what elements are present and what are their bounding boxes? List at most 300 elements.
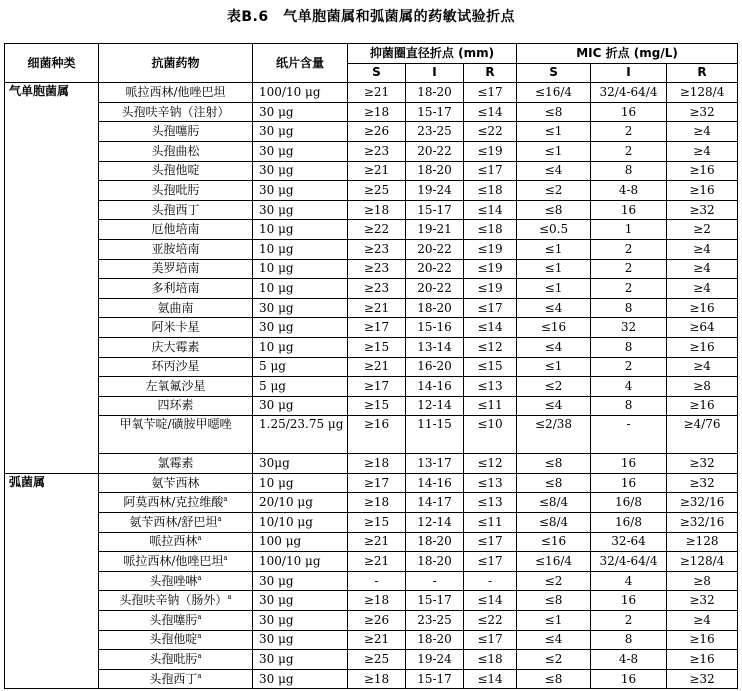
disk-cell [253,513,348,533]
table-row [5,571,738,591]
disk-cell [253,239,348,259]
mic-s-text: ≤2 [544,378,563,393]
mic-i-text: 4-8 [618,652,639,667]
mic-i-cell [591,532,667,552]
zone-r-cell [464,416,517,454]
table-row [5,279,738,299]
disk-cell [253,200,348,220]
mic-i-cell [591,513,667,533]
header-zone-i: I [406,63,464,83]
zone-r-cell [464,337,517,357]
zone-r-text: ≤17 [477,554,503,569]
zone-i-cell [406,161,464,181]
table-row [5,318,738,338]
mic-s-text: ≤1 [544,612,563,627]
disk-text: 10/10 μg [259,514,313,529]
drug-text: 哌拉西林/他唑巴坦 [123,554,224,569]
mic-i-text: 2 [624,143,633,158]
zone-r-cell [464,279,517,299]
drug-text: 环丙沙星 [151,359,200,374]
header-mic-r: R [667,63,738,83]
table-row [5,259,738,279]
zone-r-text: ≤18 [477,222,503,237]
drug-text: 头孢呋辛钠（肠外） [119,593,228,608]
drug-text: 四环素 [157,398,194,413]
mic-i-text: 8 [624,163,633,178]
mic-r-text: ≥32 [689,475,715,490]
zone-s-text: ≥16 [363,417,390,432]
mic-i-text: 8 [624,300,633,315]
mic-r-cell [667,513,738,533]
mic-r-text: ≥16 [689,300,715,315]
drug-text: 多利培南 [151,280,200,295]
table-row [5,102,738,122]
mic-r-text: ≥128 [685,534,719,549]
mic-s-text: ≤16 [540,534,567,549]
drug-cell [99,513,253,533]
mic-s-text: ≤1 [544,261,563,276]
zone-i-text: 20-22 [417,261,452,276]
zone-i-cell [406,571,464,591]
disk-text: 1.25/23.75 μg [259,417,344,432]
disk-cell [253,181,348,201]
disk-cell [253,532,348,552]
disk-cell [253,552,348,572]
mic-i-text: 2 [624,612,633,627]
mic-r-cell [667,357,738,377]
zone-i-text: 15-17 [417,671,452,686]
zone-s-cell [348,473,406,493]
mic-r-cell [667,220,738,240]
zone-i-text: 14-17 [417,495,452,510]
zone-i-cell [406,377,464,397]
zone-i-cell [406,337,464,357]
zone-r-text: ≤17 [477,534,503,549]
table-row [5,220,738,240]
mic-s-cell [517,416,591,454]
mic-i-cell [591,318,667,338]
mic-i-cell [591,161,667,181]
drug-cell [99,220,253,240]
mic-s-cell [517,298,591,318]
zone-r-text: ≤18 [477,182,503,197]
drug-cell [99,416,253,454]
zone-r-text: - [487,573,493,588]
disk-text: 10 μg [259,339,294,354]
mic-s-cell [517,571,591,591]
disk-text: 100/10 μg [259,554,321,569]
zone-s-text: ≥18 [363,456,390,471]
mic-r-cell [667,473,738,493]
mic-s-cell [517,377,591,397]
drug-text: 氨苄西林 [151,475,200,490]
zone-s-text: ≥23 [363,143,390,158]
zone-s-cell [348,377,406,397]
drug-text: 左氧氟沙星 [145,378,206,393]
zone-r-text: ≤18 [477,652,503,667]
mic-s-text: ≤1 [544,359,563,374]
mic-r-cell [667,611,738,631]
drug-cell [99,571,253,591]
zone-i-cell [406,611,464,631]
zone-r-cell [464,669,517,689]
zone-s-cell [348,102,406,122]
disk-text: 30 μg [259,652,294,667]
zone-r-text: ≤14 [477,593,503,608]
zone-s-cell [348,318,406,338]
mic-s-cell [517,102,591,122]
mic-s-cell [517,220,591,240]
zone-i-text: 18-20 [417,84,452,99]
zone-r-cell [464,122,517,142]
mic-r-text: ≥32 [689,202,715,217]
zone-s-text: ≥18 [363,671,390,686]
mic-r-text: ≥4/76 [683,417,721,432]
mic-s-cell [517,357,591,377]
mic-s-cell [517,239,591,259]
zone-s-text: ≥18 [363,202,390,217]
zone-r-cell [464,357,517,377]
footnote-marker: a [197,573,202,582]
mic-s-cell [517,513,591,533]
zone-i-cell [406,493,464,513]
drug-cell [99,669,253,689]
zone-i-cell [406,318,464,338]
zone-s-text: ≥25 [363,182,390,197]
zone-s-text: ≥25 [363,652,390,667]
zone-s-cell [348,279,406,299]
zone-r-cell [464,571,517,591]
zone-s-text: ≥21 [363,534,390,549]
zone-i-text: 13-14 [417,339,452,354]
zone-r-cell [464,396,517,416]
mic-s-text: ≤4 [544,339,563,354]
header-disk: 纸片含量 [253,44,348,83]
mic-r-text: ≥16 [689,398,715,413]
drug-text: 头孢他啶 [151,163,200,178]
disk-text: 30 μg [259,202,294,217]
zone-i-text: 18-20 [417,534,452,549]
table-row [5,416,738,454]
mic-s-cell [517,83,591,103]
drug-cell [99,318,253,338]
mic-r-cell [667,552,738,572]
table-row [5,83,738,103]
drug-text: 氨曲南 [157,300,194,315]
drug-cell [99,200,253,220]
table-row [5,141,738,161]
category-cell: 气单胞菌属 [5,83,99,474]
table-row [5,513,738,533]
drug-cell [99,377,253,397]
zone-s-text: ≥21 [363,359,390,374]
drug-cell [99,532,253,552]
mic-s-text: ≤1 [544,143,563,158]
zone-i-text: 23-25 [417,124,452,139]
zone-r-text: ≤14 [477,202,503,217]
zone-s-cell [348,416,406,454]
drug-cell [99,181,253,201]
footnote-marker: a [197,612,202,621]
mic-r-text: ≥64 [689,320,715,335]
table-row [5,493,738,513]
mic-s-text: ≤16/4 [535,554,573,569]
zone-s-text: ≥18 [363,104,390,119]
mic-s-text: ≤2 [544,652,563,667]
disk-text: 30 μg [259,320,294,335]
mic-r-cell [667,454,738,474]
mic-i-text: 16 [620,593,637,608]
zone-s-text: ≥26 [363,124,390,139]
disk-text: 30 μg [259,612,294,627]
mic-s-cell [517,279,591,299]
mic-s-text: ≤4 [544,300,563,315]
disk-text: 5 μg [259,359,286,374]
zone-s-text: ≥15 [363,339,390,354]
zone-s-text: ≥15 [363,514,390,529]
zone-s-cell [348,200,406,220]
drug-text: 头孢曲松 [151,143,200,158]
mic-s-text: ≤16/4 [535,84,573,99]
mic-s-cell [517,259,591,279]
drug-text: 氨苄西林/舒巴坦 [129,514,218,529]
footnote-marker: a [227,593,232,602]
mic-r-cell [667,239,738,259]
mic-r-cell [667,318,738,338]
zone-r-text: ≤17 [477,163,503,178]
zone-s-text: ≥17 [363,475,390,490]
mic-s-text: ≤4 [544,632,563,647]
drug-cell [99,102,253,122]
drug-text: 头孢西丁 [149,671,198,686]
mic-i-text: 16/8 [615,514,642,529]
drug-text: 阿米卡星 [151,320,200,335]
zone-r-text: ≤19 [477,280,503,295]
mic-r-text: ≥4 [693,124,711,139]
mic-i-cell [591,357,667,377]
zone-s-cell [348,298,406,318]
mic-i-cell [591,454,667,474]
zone-s-text: ≥22 [363,222,390,237]
disk-text: 10 μg [259,222,294,237]
mic-s-cell [517,630,591,650]
drug-cell [99,337,253,357]
mic-s-text: ≤8 [544,456,563,471]
mic-s-cell [517,473,591,493]
table-row [5,161,738,181]
zone-r-text: ≤19 [477,261,503,276]
mic-r-text: ≥128/4 [679,84,725,99]
mic-r-text: ≥8 [693,573,711,588]
mic-s-cell [517,122,591,142]
zone-r-cell [464,611,517,631]
zone-r-text: ≤17 [477,632,503,647]
disk-cell [253,83,348,103]
mic-r-cell [667,416,738,454]
disk-cell [253,161,348,181]
drug-text: 头孢西丁 [151,202,200,217]
mic-r-text: ≥32 [689,104,715,119]
table-row [5,552,738,572]
mic-r-cell [667,630,738,650]
zone-i-cell [406,141,464,161]
mic-s-cell [517,669,591,689]
drug-text: 头孢噻肟 [149,612,198,627]
mic-s-cell [517,181,591,201]
zone-r-cell [464,83,517,103]
drug-text: 头孢吡肟 [149,652,198,667]
drug-cell [99,630,253,650]
mic-r-cell [667,669,738,689]
mic-i-text: 32-64 [611,534,646,549]
zone-s-text: ≥23 [363,241,390,256]
mic-r-cell [667,377,738,397]
zone-r-cell [464,552,517,572]
zone-s-cell [348,630,406,650]
mic-i-cell [591,493,667,513]
mic-i-cell [591,591,667,611]
mic-i-text: 2 [624,124,633,139]
disk-text: 30 μg [259,671,294,686]
mic-i-text: 8 [624,632,633,647]
zone-i-cell [406,239,464,259]
mic-i-cell [591,669,667,689]
zone-r-text: ≤14 [477,320,503,335]
zone-i-cell [406,650,464,670]
disk-text: 10 μg [259,261,294,276]
zone-i-cell [406,83,464,103]
mic-s-text: ≤4 [544,398,563,413]
zone-i-text: 15-17 [417,593,452,608]
disk-cell [253,377,348,397]
zone-s-cell [348,513,406,533]
mic-s-cell [517,650,591,670]
disk-text: 10 μg [259,475,294,490]
table-row [5,181,738,201]
footnote-marker: a [197,534,202,543]
zone-i-text: 19-24 [417,182,452,197]
mic-s-cell [517,141,591,161]
mic-s-cell [517,493,591,513]
mic-i-text: - [626,417,631,432]
disk-cell [253,337,348,357]
mic-i-cell [591,416,667,454]
mic-r-text: ≥4 [693,359,711,374]
drug-cell [99,591,253,611]
mic-i-text: 16 [620,475,637,490]
disk-cell [253,357,348,377]
drug-text: 头孢噻肟 [151,124,200,139]
zone-i-text: 20-22 [417,280,452,295]
drug-cell [99,83,253,103]
disk-cell [253,416,348,454]
mic-r-text: ≥4 [693,280,711,295]
footnote-marker: a [223,495,228,504]
zone-r-cell [464,239,517,259]
zone-s-cell [348,122,406,142]
zone-s-cell [348,141,406,161]
mic-r-cell [667,279,738,299]
mic-r-cell [667,493,738,513]
zone-i-cell [406,357,464,377]
zone-i-cell [406,454,464,474]
disk-cell [253,630,348,650]
table-row [5,669,738,689]
footnote-marker: a [197,671,202,680]
table-row [5,630,738,650]
zone-r-cell [464,161,517,181]
mic-r-cell [667,396,738,416]
disk-text: 30 μg [259,124,294,139]
zone-r-text: ≤12 [477,339,503,354]
zone-r-text: ≤22 [477,612,503,627]
zone-s-cell [348,239,406,259]
mic-i-text: 2 [624,359,633,374]
zone-i-cell [406,220,464,240]
mic-r-text: ≥16 [689,182,715,197]
zone-s-text: ≥17 [363,378,390,393]
mic-s-text: ≤8 [544,202,563,217]
mic-i-cell [591,102,667,122]
drug-text: 头孢唑啉 [149,573,198,588]
mic-i-text: 16 [620,456,637,471]
disk-text: 30 μg [259,163,294,178]
zone-i-cell [406,181,464,201]
zone-i-text: 13-17 [417,456,452,471]
mic-r-text: ≥4 [693,612,711,627]
zone-i-text: 15-16 [417,320,452,335]
mic-s-text: ≤2/38 [535,417,573,432]
mic-r-cell [667,181,738,201]
table-row [5,591,738,611]
mic-i-cell [591,259,667,279]
mic-r-cell [667,200,738,220]
zone-i-text: 19-21 [417,222,452,237]
footnote-marker: a [223,554,228,563]
disk-cell [253,102,348,122]
zone-r-cell [464,493,517,513]
footnote-marker: a [217,514,222,523]
zone-r-cell [464,591,517,611]
zone-i-text: 20-22 [417,143,452,158]
mic-i-text: 16 [620,104,637,119]
mic-r-text: ≥32/16 [679,514,725,529]
zone-r-text: ≤14 [477,104,503,119]
drug-text: 氯霉素 [157,456,194,471]
disk-cell [253,473,348,493]
mic-i-text: 4-8 [618,182,639,197]
disk-cell [253,396,348,416]
zone-r-cell [464,630,517,650]
mic-s-cell [517,161,591,181]
zone-s-cell [348,571,406,591]
mic-s-text: ≤1 [544,241,563,256]
header-bacteria: 细菌种类 [5,44,99,83]
mic-s-text: ≤2 [544,182,563,197]
header-mic-s: S [517,63,591,83]
zone-s-cell [348,259,406,279]
disk-cell [253,669,348,689]
mic-i-cell [591,181,667,201]
header-zone-s: S [348,63,406,83]
drug-cell [99,298,253,318]
disk-cell [253,571,348,591]
zone-i-cell [406,591,464,611]
zone-i-cell [406,416,464,454]
mic-i-cell [591,611,667,631]
zone-s-cell [348,611,406,631]
zone-i-cell [406,122,464,142]
